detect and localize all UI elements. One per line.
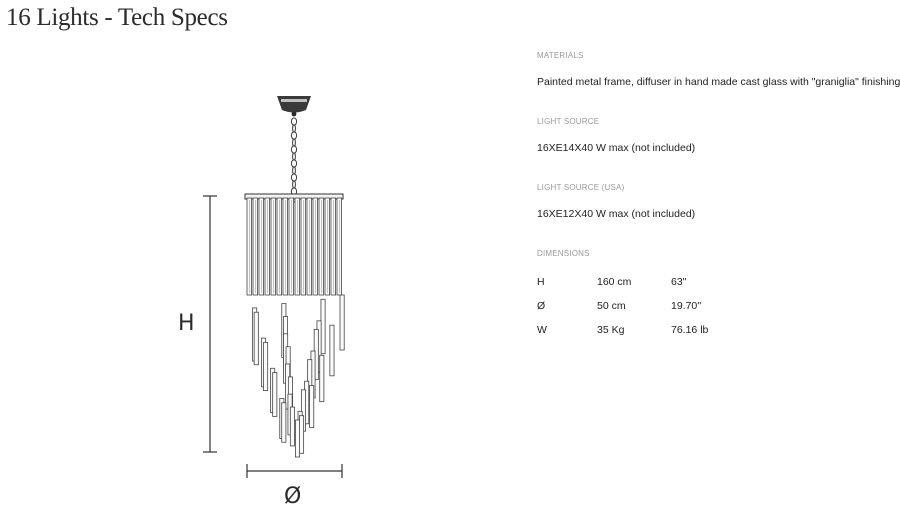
dimension-imperial: 19.70'' [671,300,702,312]
tech-specs-panel [537,51,900,347]
materials-section [537,51,900,117]
crystal-rod [340,295,344,350]
page-title: 16 Lights - Tech Specs [6,4,228,31]
crystal-rod [290,407,294,446]
chain-link [293,139,296,146]
dimension-metric: 35 Kg [597,324,625,336]
light-source-usa-value: 16XE12X40 W max (not included) [537,208,696,220]
crystal-rod [310,386,314,428]
dimension-key: W [537,324,547,336]
dimension-row-diameter [537,299,897,323]
dimension-imperial: 63'' [671,276,687,288]
crystal-ring [245,194,343,295]
height-letter: H [178,311,195,336]
crystal-rod [299,416,303,454]
chandelier-drawing [165,90,365,520]
height-dimension-line [203,196,217,452]
diameter-dimension-line [247,464,342,478]
dimension-metric: 160 cm [597,276,632,288]
light-source-value: 16XE14X40 W max (not included) [537,142,696,154]
chain-link [291,174,296,181]
light-source-label: LIGHT SOURCE [537,117,600,126]
materials-label: MATERIALS [537,51,584,60]
chain-link [291,118,296,125]
chain-link [291,160,296,167]
dimension-key: H [537,276,545,288]
dimension-metric: 50 cm [597,300,626,312]
dimension-imperial: 76.16 lb [671,324,709,336]
diameter-symbol: Ø [284,484,302,509]
crystal-rod [320,355,324,401]
crystal-spiral [253,295,345,457]
chain-link [291,132,296,139]
crystal-rod [254,312,258,365]
crystal-rod [321,299,325,353]
chain-link [293,125,296,132]
chain-link [293,181,296,188]
suspension-chain [291,118,296,202]
chain-link [291,146,296,153]
light-source-usa-label: LIGHT SOURCE (USA) [537,183,625,192]
dimensions-label: DIMENSIONS [537,249,590,258]
crystal-rod [282,403,286,442]
ceiling-canopy [277,96,311,116]
chain-link [293,153,296,160]
light-source-usa-section [537,183,897,249]
dimension-row-weight [537,323,897,347]
crystal-rod [295,420,299,457]
crystal-rod [263,342,267,390]
dimensions-section [537,249,897,347]
dimension-key: Ø [537,300,546,312]
materials-value: Painted metal frame, diffuser in hand made cast glass with "graniglia" finishing [537,76,900,88]
dimensions-table [537,275,897,347]
dimension-row-height [537,275,897,299]
light-source-section [537,117,897,183]
crystal-rod [273,373,277,417]
crystal-rod [330,325,334,376]
chain-link [293,167,296,174]
